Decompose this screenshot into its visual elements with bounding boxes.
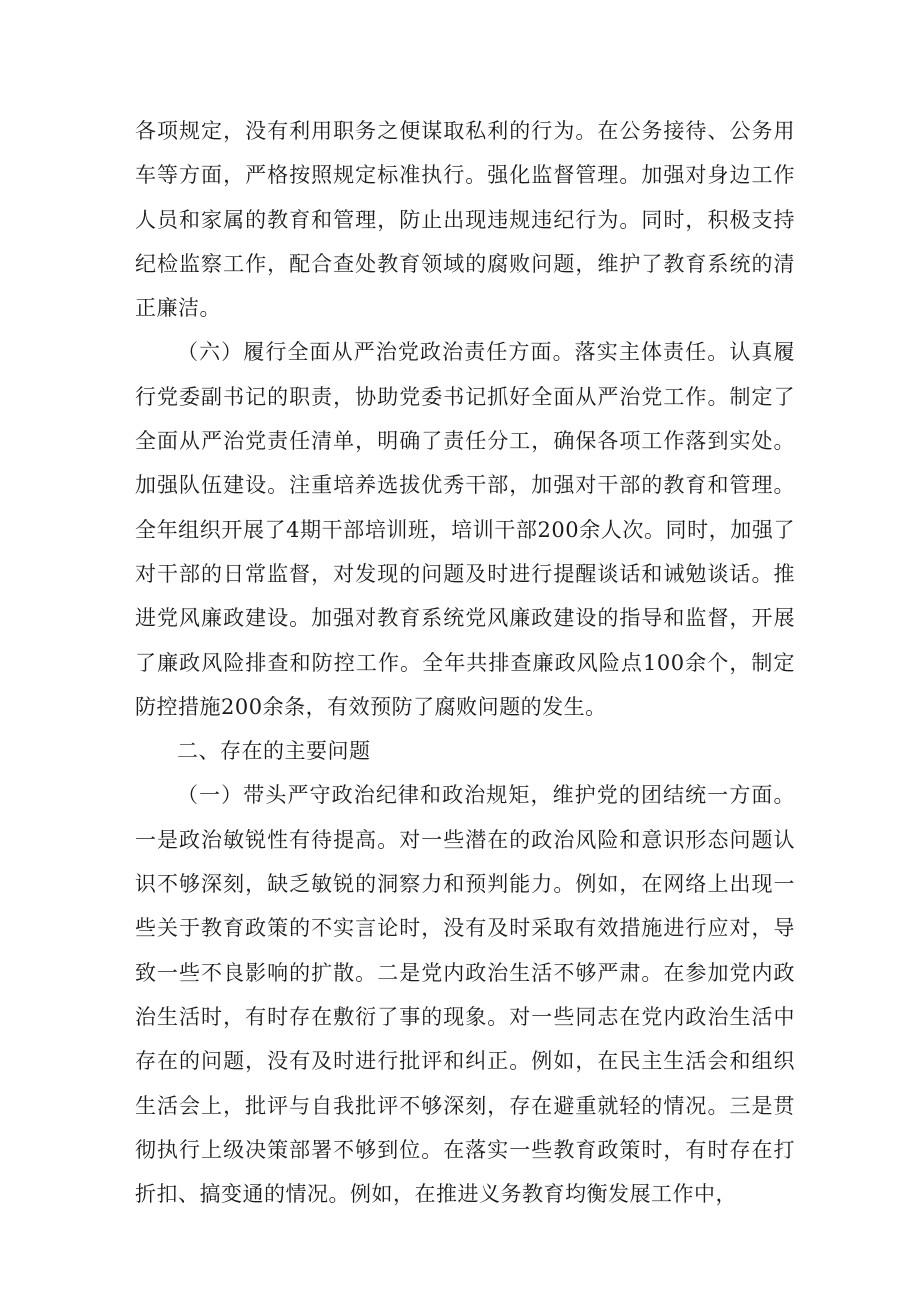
paragraph-section-six: （六）履行全面从严治党政治责任方面。落实主体责任。认真履行党委副书记的职责，协助党委书记抓好全面从严治党工作。制定了全面从严治党责任清单，明确了责任分工，确保各项工作落到实处。加强队伍建设。注重培养选拔优秀干部，加强对干部的教育和管理。全年组织开展了4期干部培训班，培训干部200余人次。同时，加强了对干部的日常监督，对发现的问题及时进行提醒谈话和诫勉谈话。推进党风廉政建设。加强对教育系统党风廉政建设的指导和监督，开展了廉政风险排查和防控工作。全年共排查廉政风险点100余个，制定防控措施200余条，有效预防了腐败问题的发生。 <box>135 340 795 719</box>
paragraph-problem-one: （一）带头严守政治纪律和政治规矩，维护党的团结统一方面。一是政治敏锐性有待提高。对一些潜在的政治风险和意识形态问题认识不够深刻，缺乏敏锐的洞察力和预判能力。例如，在网络上出现一些关于教育政策的不实言论时，没有及时采取有效措施进行应对，导致一些不良影响的扩散。二是党内政治生活不够严肃。在参加党内政治生活时，有时存在敷衍了事的现象。对一些同志在党内政治生活中存在的问题，没有及时进行批评和纠正。例如，在民主生活会和组织生活会上，批评与自我批评不够深刻，存在避重就轻的情况。三是贯彻执行上级决策部署不够到位。在落实一些教育政策时，有时存在打折扣、搞变通的情况。例如，在推进义务教育均衡发展工作中， <box>135 783 795 1207</box>
paragraph-continuation: 各项规定，没有利用职务之便谋取私利的行为。在公务接待、公务用车等方面，严格按照规定标准执行。强化监督管理。加强对身边工作人员和家属的教育和管理，防止出现违规违纪行为。同时，积极支持纪检监察工作，配合查处教育领域的腐败问题，维护了教育系统的清正廉洁。 <box>135 119 795 321</box>
section-heading-main-problems: 二、存在的主要问题 <box>177 739 371 764</box>
document-body <box>135 109 795 1216</box>
